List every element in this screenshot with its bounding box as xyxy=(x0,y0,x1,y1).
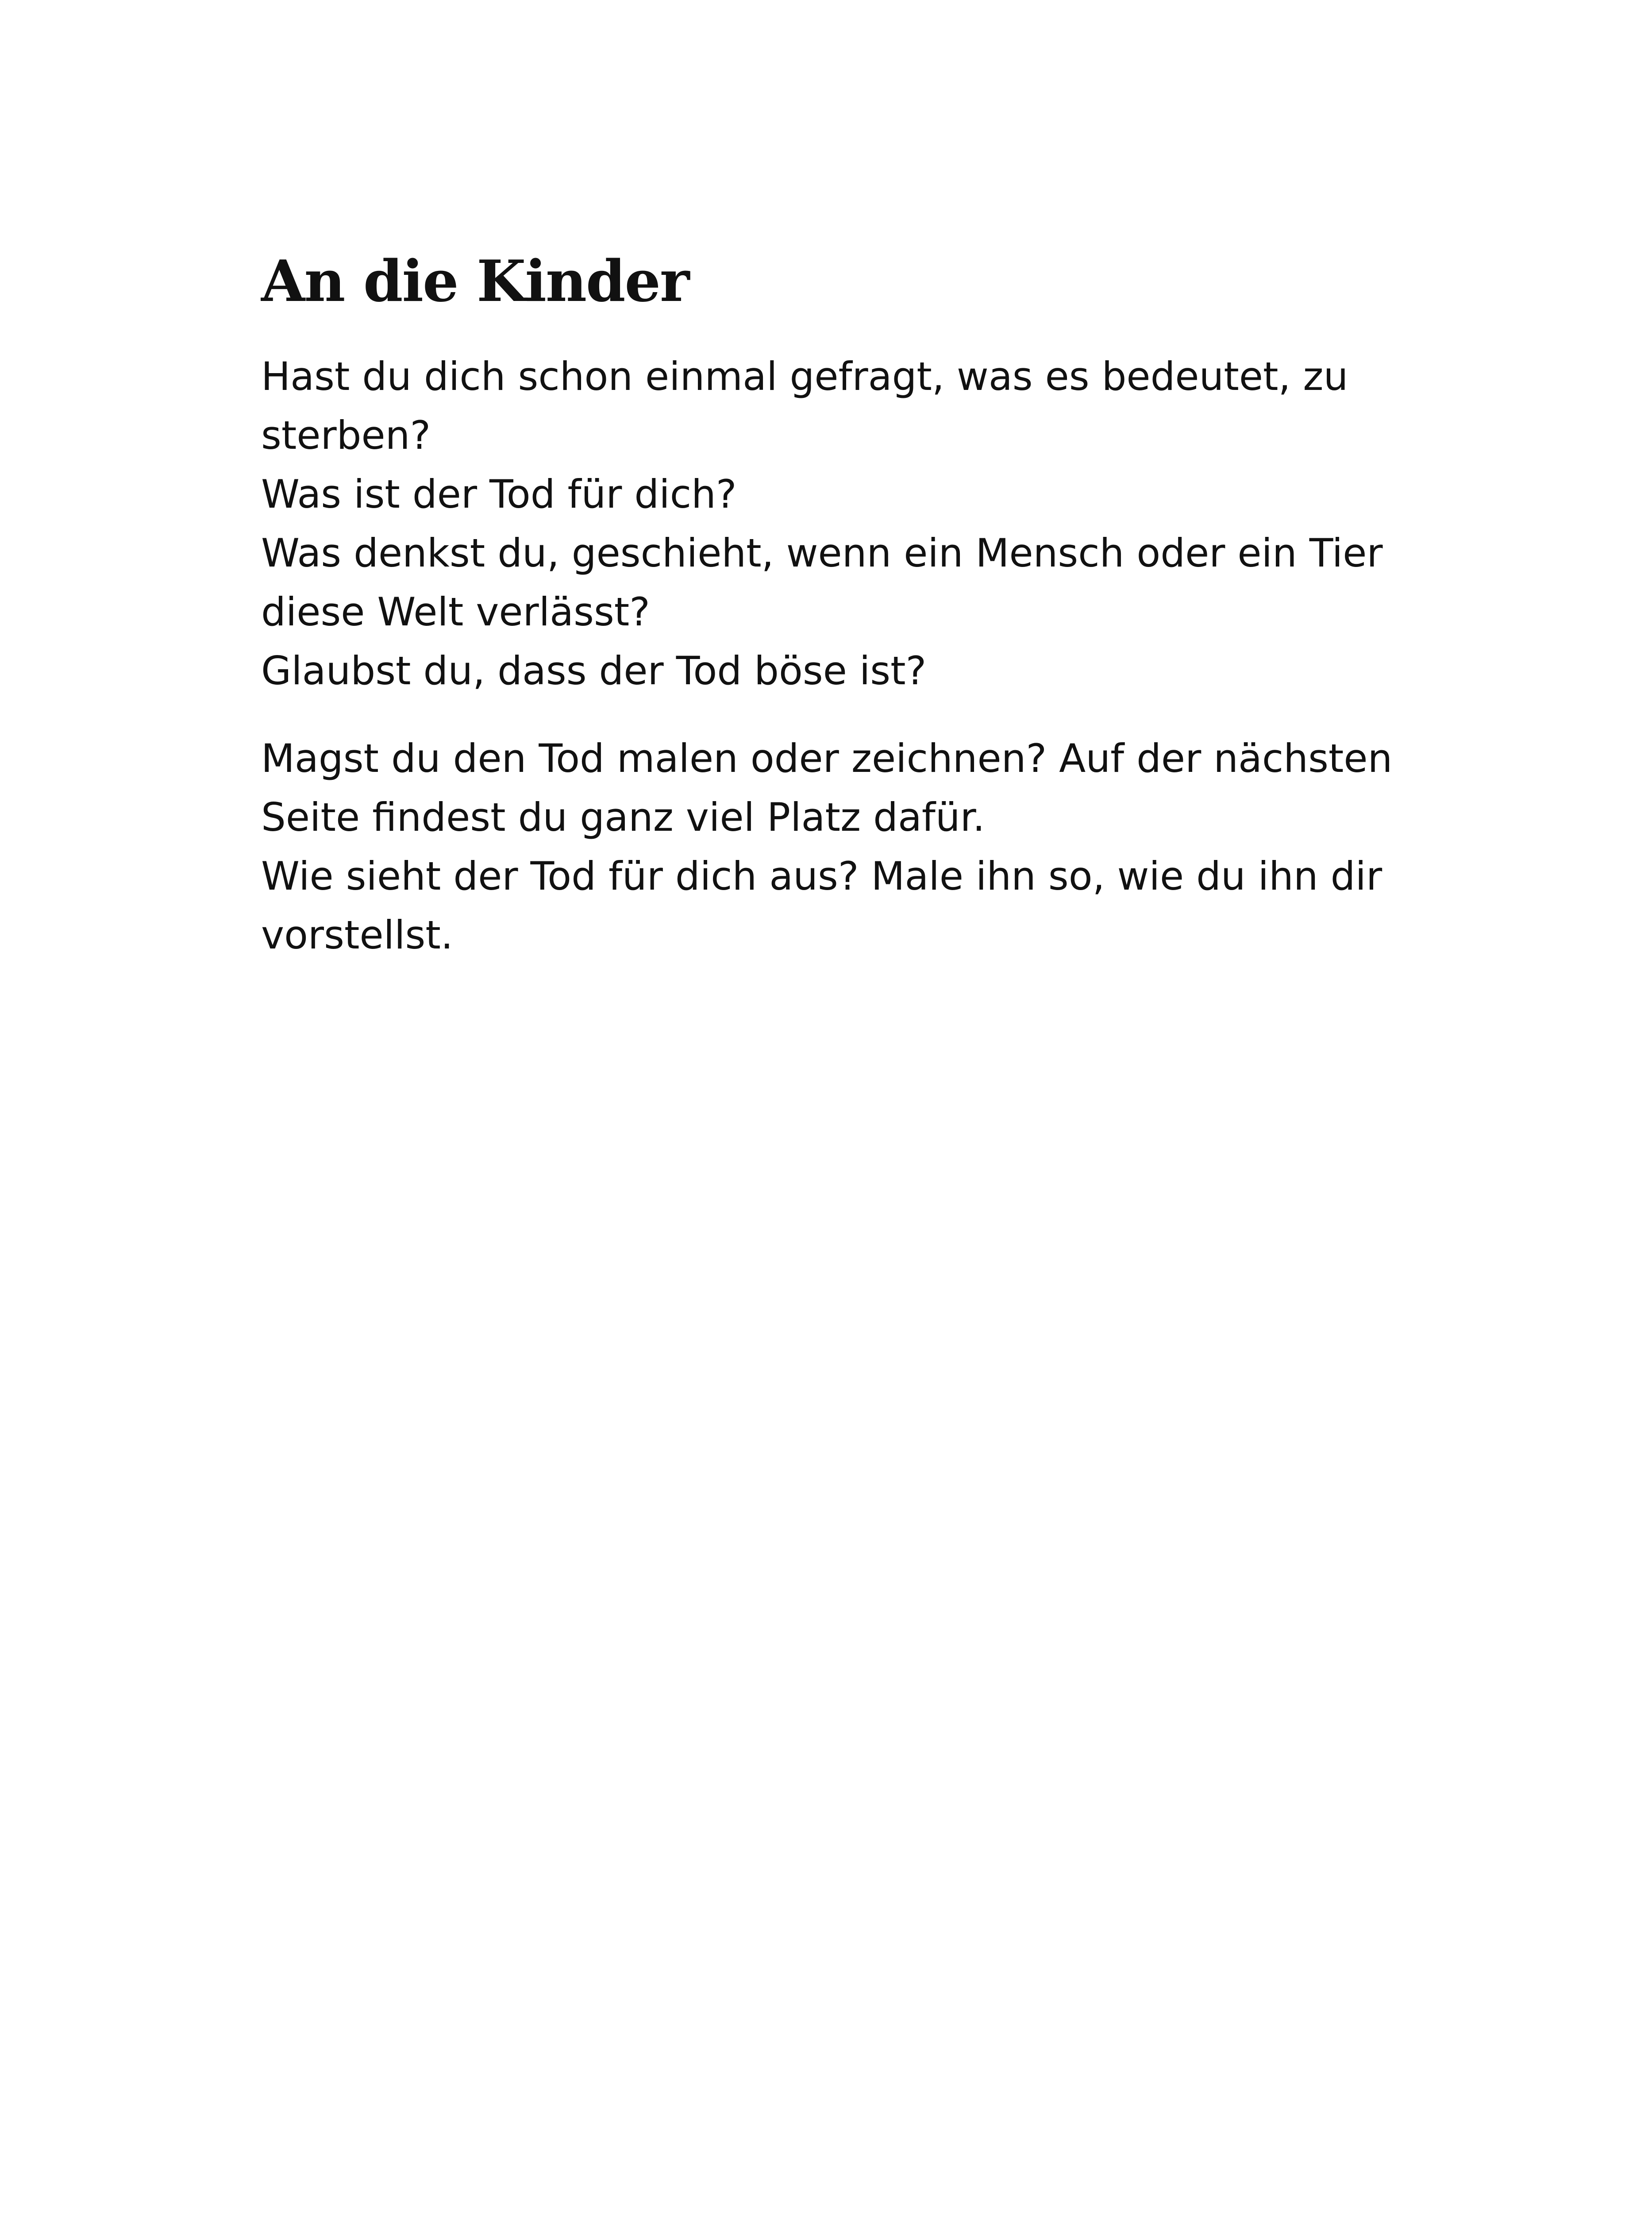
paragraph-drawing-invitation xyxy=(261,729,1412,964)
text-line: Was ist der Tod für dich? xyxy=(261,471,737,517)
text-line: Hast du dich schon einmal gefragt, was es bedeutet, zu sterben? xyxy=(261,353,1348,458)
text-line: Wie sieht der Tod für dich aus? Male ihn so, wie du ihn dir vorstellst. xyxy=(261,853,1382,958)
text-line: Magst du den Tod malen oder zeichnen? Auf der nächsten Seite findest du ganz viel Platz dafür. xyxy=(261,735,1393,840)
text-line: Was denkst du, geschieht, wenn ein Mensch oder ein Tier diese Welt verlässt? xyxy=(261,530,1383,635)
page-content xyxy=(261,248,1412,964)
page-title: An die Kinder xyxy=(261,248,689,315)
text-line: Glaubst du, dass der Tod böse ist? xyxy=(261,648,927,694)
paragraph-questions xyxy=(261,347,1412,700)
